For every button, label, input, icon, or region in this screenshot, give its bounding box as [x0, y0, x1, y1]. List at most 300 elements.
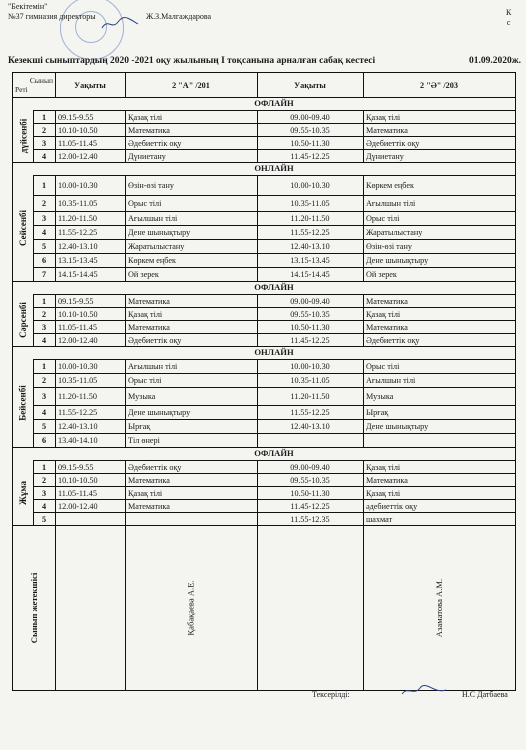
- table-row: [33, 512, 515, 525]
- subject-a: Жаратылыстану: [128, 242, 185, 251]
- lesson-number: 6: [41, 256, 47, 265]
- grid-line: [257, 294, 258, 307]
- grid-line: [363, 359, 364, 373]
- table-row: [33, 387, 515, 405]
- table-row: [33, 123, 515, 136]
- grid-line: [125, 175, 126, 195]
- grid-line: [257, 73, 258, 97]
- subject-ae: Орыс тілі: [366, 214, 400, 223]
- grid-line: [125, 486, 126, 499]
- grid-line: [363, 433, 364, 447]
- grid-line: [363, 267, 364, 281]
- grid-line: [363, 373, 364, 387]
- subject-ae: Ырғақ: [366, 408, 389, 417]
- table-row: [33, 307, 515, 320]
- grid-line: [363, 333, 364, 346]
- subject-ae: [363, 434, 515, 447]
- lesson-number: 4: [41, 335, 47, 345]
- time-a: 10.00-10.30: [58, 181, 98, 190]
- table-row: [33, 211, 515, 225]
- time-ae: 11.45-12.25: [290, 335, 330, 345]
- table-row: [33, 225, 515, 239]
- table-row: [33, 136, 515, 149]
- time-a: 11.20-11.50: [58, 214, 97, 223]
- time-a: 11.55-12.25: [58, 408, 98, 417]
- grid-line: [257, 123, 258, 136]
- time-ae: 11.55-12.25: [290, 408, 330, 417]
- grid-line: [125, 225, 126, 239]
- lesson-number: 4: [41, 408, 47, 417]
- time-a: 11.05-11.45: [58, 138, 97, 148]
- subject-a: Ырғақ: [128, 422, 151, 431]
- grid-line: [363, 499, 364, 512]
- lesson-number: 3: [41, 322, 47, 332]
- grid-line: [363, 512, 364, 525]
- grid-line: [125, 433, 126, 447]
- subject-a: Математика: [128, 125, 170, 135]
- lesson-number: 1: [41, 462, 47, 472]
- grid-line: [125, 359, 126, 373]
- subject-a: Музыка: [128, 392, 156, 401]
- header-class-label: Сынып: [29, 76, 53, 85]
- grid-line: [363, 307, 364, 320]
- grid-line: [363, 253, 364, 267]
- teacher-a-name: Қабақаева А.Е.: [185, 579, 196, 636]
- grid-line: [55, 486, 56, 499]
- grid-line: [55, 294, 56, 307]
- subject-ae: шахмат: [366, 514, 393, 524]
- time-ae: 11.45-12.25: [290, 151, 330, 161]
- time-ae: 12.40-13.10: [290, 242, 330, 251]
- grid-line: [363, 460, 364, 473]
- grid-line: [363, 405, 364, 419]
- grid-line: [125, 320, 126, 333]
- grid-line: [257, 225, 258, 239]
- day-label: Бейсенбі: [18, 385, 29, 421]
- grid-line: [363, 419, 364, 433]
- grid-line: [257, 387, 258, 405]
- grid-line: [125, 333, 126, 346]
- day-label: Сейсенбі: [18, 209, 29, 247]
- lesson-number: 1: [41, 296, 47, 306]
- mode-label: ОФЛАЙН: [254, 448, 294, 458]
- time-ae: 11.55-12.35: [290, 514, 330, 524]
- grid-line: [125, 307, 126, 320]
- subject-ae: Математика: [366, 296, 408, 306]
- time-a: 09.15-9.55: [58, 296, 94, 306]
- day-label: Сәрсенбі: [18, 302, 29, 338]
- time-ae: 10.35-11.05: [290, 199, 330, 208]
- director-name: Ж.З.Малгаждарова: [146, 12, 212, 21]
- grid-line: [363, 294, 364, 307]
- table-row: [33, 499, 515, 512]
- grid-line: [363, 486, 364, 499]
- schedule-table: [12, 72, 516, 691]
- subject-ae: Математика: [366, 475, 408, 485]
- time-ae: 11.20-11.50: [290, 214, 330, 223]
- time-a: 14.15-14.45: [58, 270, 98, 279]
- subject-a: Қазақ тілі: [128, 488, 163, 498]
- table-row: [33, 239, 515, 253]
- subject-a: Өзін-өзі тану: [128, 181, 174, 190]
- grid-line: [55, 239, 56, 253]
- day-label: Жұма: [18, 480, 28, 505]
- grid-line: [55, 136, 56, 149]
- grid-line: [55, 110, 56, 123]
- table-row: [33, 473, 515, 486]
- subject-a: Математика: [128, 322, 170, 332]
- time-ae: 09.00-09.40: [290, 462, 330, 472]
- grid-line: [125, 267, 126, 281]
- subject-a: Көркем еңбек: [128, 256, 176, 265]
- table-row: [33, 405, 515, 419]
- subject-ae: Әдебиеттік оқу: [366, 138, 420, 148]
- subject-ae: Математика: [366, 125, 408, 135]
- grid-line: [125, 499, 126, 512]
- grid-line: [125, 239, 126, 253]
- time-ae: 09.55-10.35: [290, 125, 330, 135]
- grid-line: [257, 333, 258, 346]
- header-time-ae: Уақыты: [294, 80, 326, 90]
- table-row: [33, 373, 515, 387]
- grid-line: [33, 175, 34, 281]
- subject-ae: Музыка: [366, 392, 394, 401]
- time-ae: 10.00-10.30: [290, 362, 330, 371]
- grid-line: [257, 253, 258, 267]
- time-a: 13.15-13.45: [58, 256, 98, 265]
- grid-line: [125, 110, 126, 123]
- time-a: 12.00-12.40: [58, 151, 98, 161]
- grid-line: [55, 419, 56, 433]
- subject-a: Ағылшын тілі: [128, 214, 178, 223]
- time-a: 11.20-11.50: [58, 392, 97, 401]
- header-order-label: Реті: [15, 85, 28, 94]
- grid-line: [125, 460, 126, 473]
- lesson-number: 7: [41, 270, 47, 279]
- grid-line: [125, 294, 126, 307]
- grid-line: [55, 320, 56, 333]
- time-ae: 10.35-11.05: [290, 376, 330, 385]
- lesson-number: 3: [41, 138, 47, 148]
- subject-ae: Әдебиеттік оқу: [366, 335, 420, 345]
- time-ae: 11.20-11.50: [290, 392, 330, 401]
- grid-line: [257, 473, 258, 486]
- grid-line: [257, 405, 258, 419]
- grid-line: [125, 195, 126, 211]
- mode-label: ОНЛАЙН: [254, 347, 294, 357]
- time-ae: 14.15-14.45: [290, 270, 330, 279]
- grid-line: [363, 320, 364, 333]
- time-ae: 10.00-10.30: [290, 181, 330, 190]
- grid-line: [363, 123, 364, 136]
- grid-line: [257, 373, 258, 387]
- grid-line: [33, 110, 34, 162]
- grid-line: [363, 110, 364, 123]
- page-title: [8, 56, 523, 66]
- time-a: 12.00-12.40: [58, 335, 98, 345]
- grid-line: [33, 359, 34, 447]
- checker-name: Н.С Датбаева: [462, 690, 508, 699]
- table-row: [33, 294, 515, 307]
- lesson-number: 4: [41, 501, 47, 511]
- subject-ae: Жаратылыстану: [366, 228, 423, 237]
- grid-line: [125, 211, 126, 225]
- grid-line: [257, 211, 258, 225]
- subject-a: Әдебиеттік оқу: [128, 462, 182, 472]
- subject-ae: Өзін-өзі тану: [366, 242, 412, 251]
- grid-line: [363, 211, 364, 225]
- grid-line: [363, 239, 364, 253]
- subject-a: Ағылшын тілі: [128, 362, 178, 371]
- header-class-order: [13, 73, 55, 97]
- lesson-number: 5: [41, 422, 47, 431]
- approve-label: "Бекітемін": [8, 2, 48, 11]
- grid-line: [363, 387, 364, 405]
- grid-line: [125, 473, 126, 486]
- time-ae: 10.50-11.30: [290, 488, 330, 498]
- grid-line: [257, 499, 258, 512]
- lesson-number: 4: [41, 228, 47, 237]
- grid-line: [363, 136, 364, 149]
- subject-ae: Ой зерек: [366, 270, 397, 279]
- lesson-number: 1: [41, 112, 47, 122]
- subject-ae: Дүниетану: [366, 151, 404, 161]
- grid-line: [257, 460, 258, 473]
- grid-line: [55, 473, 56, 486]
- subject-ae: Дене шынықтыру: [366, 256, 429, 265]
- grid-line: [363, 195, 364, 211]
- day-label: дүйсенбі: [18, 118, 28, 154]
- subject-ae: Орыс тілі: [366, 362, 400, 371]
- time-a: 13.40-14.10: [58, 436, 98, 445]
- grid-line: [55, 499, 56, 512]
- grid-line: [55, 73, 56, 97]
- class-leader-label: Сынып жетекшісі: [29, 572, 40, 643]
- mode-label: ОФЛАЙН: [254, 282, 294, 292]
- time-ae: 09.55-10.35: [290, 475, 330, 485]
- grid-line: [55, 253, 56, 267]
- table-row: [33, 253, 515, 267]
- time-ae: 11.45-12.25: [290, 501, 330, 511]
- lesson-number: 1: [41, 362, 47, 371]
- grid-line: [257, 267, 258, 281]
- subject-ae: әдебиеттік оқу: [366, 501, 418, 511]
- subject-ae: Дене шынықтыру: [366, 422, 429, 431]
- table-row: [33, 433, 515, 447]
- title-text: Кезекшi сыныптардың 2020 -2021 оқу жылының І тоқсанына арналған сабақ кестесі: [8, 56, 376, 66]
- grid-line: [125, 405, 126, 419]
- time-ae: [257, 434, 363, 447]
- subject-a: Қазақ тілі: [128, 309, 163, 319]
- time-a: 12.40-13.10: [58, 422, 98, 431]
- grid-line: [125, 149, 126, 162]
- time-a: 10.10-10.50: [58, 475, 98, 485]
- lesson-number: 5: [41, 242, 47, 251]
- checker-signature: [400, 684, 448, 698]
- table-row: [33, 320, 515, 333]
- lesson-number: 2: [41, 376, 47, 385]
- director-signature: [100, 16, 140, 32]
- grid-line: [257, 149, 258, 162]
- time-a: [55, 513, 125, 525]
- subject-ae: Көркем еңбек: [366, 181, 414, 190]
- grid-line: [55, 373, 56, 387]
- subject-a: Тіл өнері: [128, 436, 160, 445]
- subject-ae: Ағылшын тілі: [366, 199, 416, 208]
- lesson-number: 2: [41, 475, 47, 485]
- subject-a: Орыс тілі: [128, 376, 162, 385]
- time-a: 11.05-11.45: [58, 322, 97, 332]
- grid-line: [257, 359, 258, 373]
- mode-label: ОНЛАЙН: [254, 163, 294, 173]
- subject-a: Қазақ тілі: [128, 112, 163, 122]
- subject-a: Дене шынықтыру: [128, 408, 191, 417]
- lesson-number: 3: [41, 214, 47, 223]
- grid-line: [257, 110, 258, 123]
- subject-a: Әдебиеттік оқу: [128, 335, 182, 345]
- grid-line: [55, 525, 56, 690]
- lesson-number: 3: [41, 488, 47, 498]
- subject-a: Орыс тілі: [128, 199, 162, 208]
- header-row: [13, 73, 515, 97]
- table-row: [33, 460, 515, 473]
- grid-line: [257, 512, 258, 525]
- time-ae: 09.00-09.40: [290, 112, 330, 122]
- grid-line: [363, 149, 364, 162]
- grid-line: [125, 373, 126, 387]
- header-class-a: 2 "А" /201: [172, 80, 210, 90]
- subject-a: Математика: [128, 296, 170, 306]
- table-row: [33, 110, 515, 123]
- teacher-ae-name: Азаматова А.М.: [433, 578, 444, 637]
- time-ae: 11.55-12.25: [290, 228, 330, 237]
- time-ae: 09.00-09.40: [290, 296, 330, 306]
- grid-line: [55, 211, 56, 225]
- grid-line: [55, 175, 56, 195]
- grid-line: [55, 359, 56, 373]
- grid-line: [257, 525, 258, 690]
- grid-line: [55, 307, 56, 320]
- subject-a: Дене шынықтыру: [128, 228, 191, 237]
- time-ae: 13.15-13.45: [290, 256, 330, 265]
- lesson-number: 2: [41, 199, 47, 208]
- subject-a: Математика: [128, 475, 170, 485]
- grid-line: [55, 433, 56, 447]
- lesson-number: 2: [41, 125, 47, 135]
- subject-ae: Қазақ тілі: [366, 488, 401, 498]
- grid-line: [125, 73, 126, 97]
- time-a: 10.35-11.05: [58, 376, 98, 385]
- grid-line: [125, 136, 126, 149]
- time-a: 12.40-13.10: [58, 242, 98, 251]
- corner-letters: К с: [506, 8, 512, 27]
- grid-line: [257, 136, 258, 149]
- grid-line: [257, 433, 258, 447]
- table-row: [33, 359, 515, 373]
- subject-a: Математика: [128, 501, 170, 511]
- grid-line: [55, 460, 56, 473]
- lesson-number: 4: [41, 151, 47, 161]
- lesson-number: 5: [41, 514, 47, 524]
- grid-line: [55, 225, 56, 239]
- time-a: 11.05-11.45: [58, 488, 97, 498]
- director-label: №37 гимназия директоры: [8, 12, 96, 21]
- grid-line: [363, 175, 364, 195]
- time-a: 10.10-10.50: [58, 309, 98, 319]
- grid-line: [125, 419, 126, 433]
- grid-line: [33, 460, 34, 525]
- subject-ae: Қазақ тілі: [366, 112, 401, 122]
- subject-a: Әдебиеттік оқу: [128, 138, 182, 148]
- grid-line: [125, 387, 126, 405]
- time-a: 10.00-10.30: [58, 362, 98, 371]
- table-row: [33, 419, 515, 433]
- lesson-number: 2: [41, 309, 47, 319]
- mode-label: ОФЛАЙН: [254, 98, 294, 108]
- table-row: [33, 195, 515, 211]
- time-ae: 12.40-13.10: [290, 422, 330, 431]
- table-row: [33, 333, 515, 346]
- grid-line: [55, 195, 56, 211]
- table-row: [33, 175, 515, 195]
- grid-line: [55, 123, 56, 136]
- grid-line: [363, 473, 364, 486]
- time-a: 09.15-9.55: [58, 462, 94, 472]
- table-row: [33, 267, 515, 281]
- title-date: 01.09.2020ж.: [468, 56, 521, 66]
- grid-line: [257, 239, 258, 253]
- grid-line: [55, 149, 56, 162]
- table-row: [33, 486, 515, 499]
- time-ae: 10.50-11.30: [290, 322, 330, 332]
- subject-ae: Математика: [366, 322, 408, 332]
- subject-ae: Қазақ тілі: [366, 309, 401, 319]
- subject-ae: Ағылшын тілі: [366, 376, 416, 385]
- grid-line: [55, 333, 56, 346]
- subject-a: Дүниетану: [128, 151, 166, 161]
- time-a: 10.10-10.50: [58, 125, 98, 135]
- grid-line: [257, 307, 258, 320]
- lesson-number: 1: [41, 181, 47, 190]
- grid-line: [55, 387, 56, 405]
- grid-line: [33, 294, 34, 346]
- grid-line: [257, 195, 258, 211]
- table-row: [33, 149, 515, 162]
- time-a: 12.00-12.40: [58, 501, 98, 511]
- subject-ae: Қазақ тілі: [366, 462, 401, 472]
- checked-label: Тексерілді:: [312, 690, 350, 699]
- time-ae: 09.55-10.35: [290, 309, 330, 319]
- grid-line: [55, 405, 56, 419]
- grid-line: [257, 175, 258, 195]
- grid-line: [125, 512, 126, 525]
- subject-a: [125, 513, 257, 525]
- grid-line: [363, 225, 364, 239]
- grid-line: [55, 267, 56, 281]
- lesson-number: 3: [41, 392, 47, 401]
- grid-line: [125, 253, 126, 267]
- subject-a: Ой зерек: [128, 270, 159, 279]
- grid-line: [363, 73, 364, 97]
- header-time-a: Уақыты: [74, 80, 106, 90]
- time-a: 11.55-12.25: [58, 228, 98, 237]
- grid-line: [257, 419, 258, 433]
- time-a: 10.35-11.05: [58, 199, 98, 208]
- grid-line: [257, 486, 258, 499]
- grid-line: [125, 123, 126, 136]
- grid-line: [257, 320, 258, 333]
- header-class-ae: 2 "Ә" /203: [420, 80, 458, 90]
